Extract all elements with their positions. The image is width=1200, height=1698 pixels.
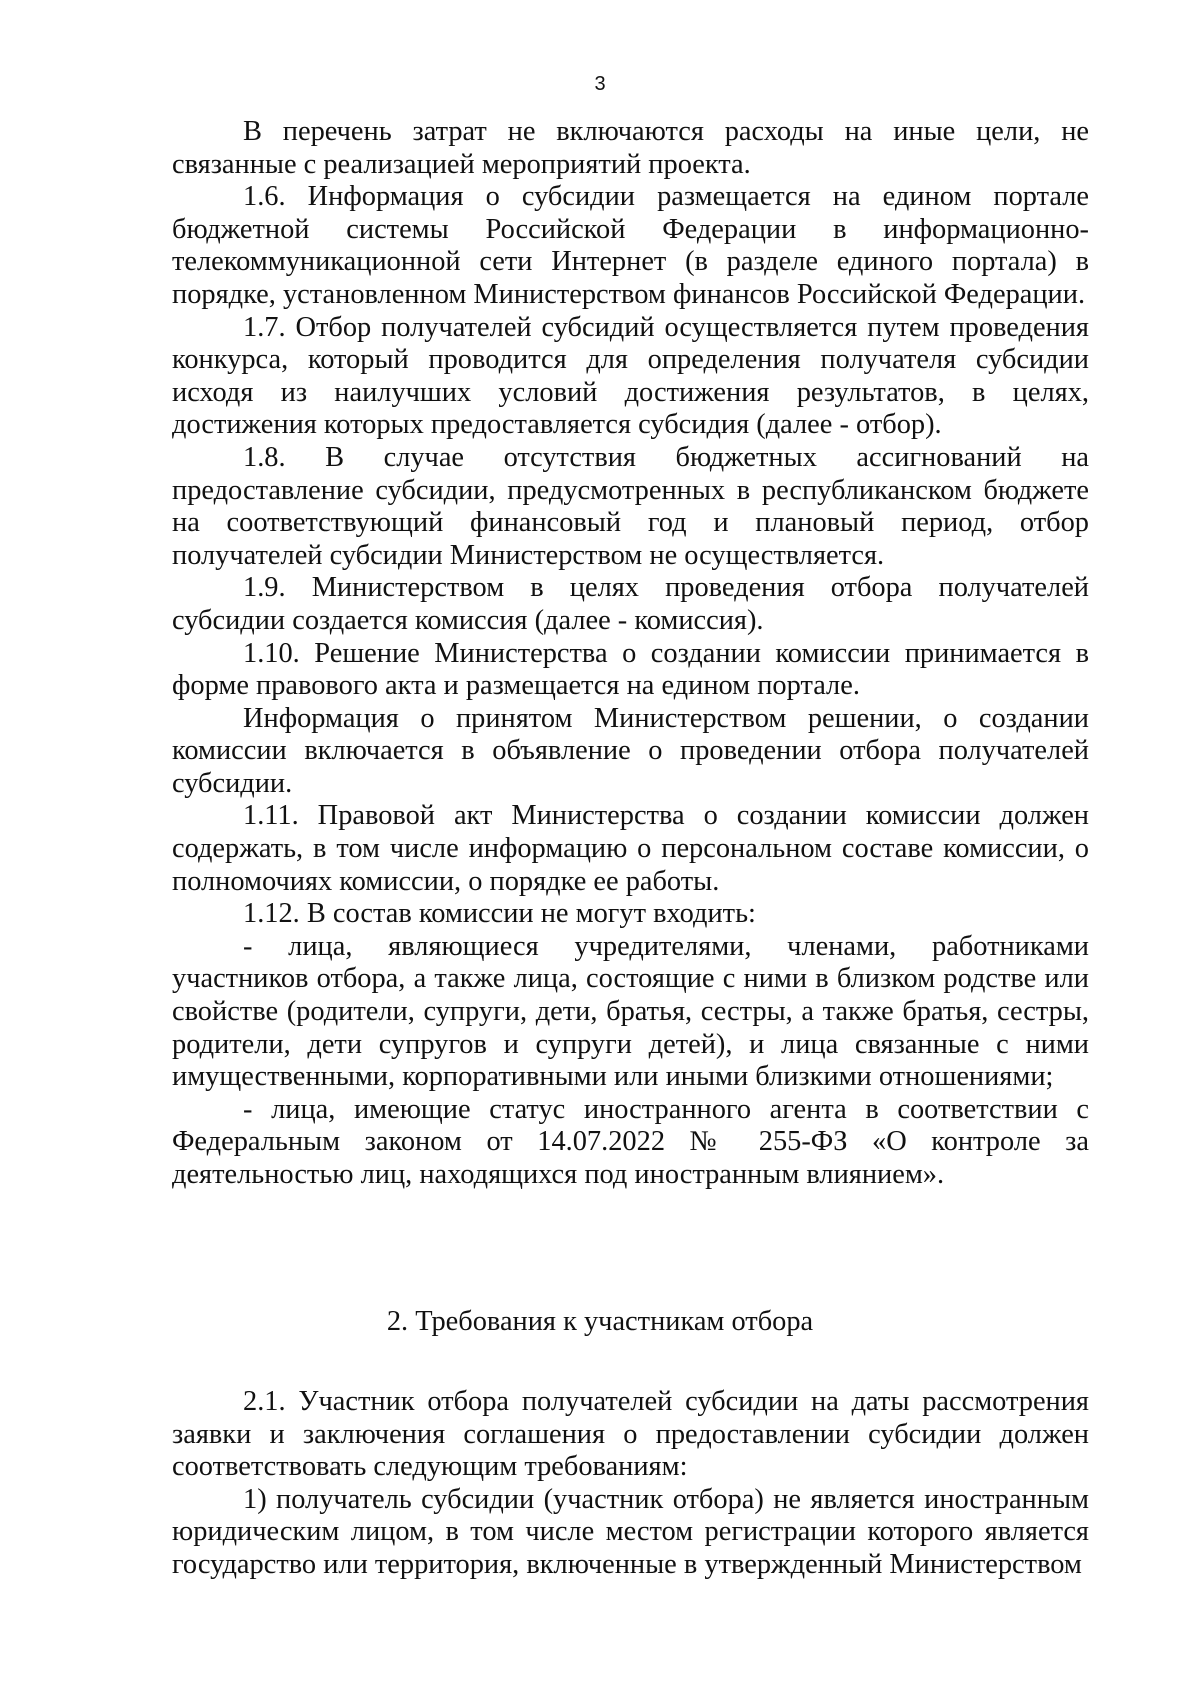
paragraph-1-7: 1.7. Отбор получателей субсидий осуществляется путем проведения конкурса, который проводится для определения получателя субсидии исходя из наилучших условий достижения результатов, в целях, достижения которых предоставляется субсидия (далее - отбор). — [172, 311, 1089, 441]
paragraph-1-11: 1.11. Правовой акт Министерства о создании комиссии должен содержать, в том числе информацию о персональном составе комиссии, о полномочиях комиссии, о порядке ее работы. — [172, 800, 1089, 897]
paragraph-expense-exclusion: В перечень затрат не включаются расходы на иные цели, не связанные с реализацией мероприятий проекта. — [172, 116, 1089, 180]
paragraph-commission-info: Информация о принятом Министерством решении, о создании комиссии включается в объявление о проведении отбора получателей субсидии. — [172, 702, 1089, 799]
list-item-related-persons: - лица, являющиеся учредителями, членами, работниками участников отбора, а также лица, состоящие с ними в близком родстве или свойстве (родители, супруги, дети, братья, сестры, а также братья, сестры, родители, дети супругов и супруги детей), и лица связанные с ними имущественными, корпоративными или иными близкими отношениями; — [172, 930, 1089, 1093]
document-body — [172, 116, 1089, 1192]
list-item-foreign-agents: - лица, имеющие статус иностранного агента в соответствии с Федеральным законом от 14.07.2022 № 255-ФЗ «О контроле за деятельностью лиц, находящихся под иностранным влиянием». — [172, 1093, 1089, 1190]
paragraph-1-9: 1.9. Министерством в целях проведения отбора получателей субсидии создается комиссия (далее - комиссия). — [172, 572, 1089, 636]
section-2-title: 2. Требования к участникам отбора — [386, 1306, 814, 1337]
list-item-requirement-1: 1) получатель субсидии (участник отбора) не является иностранным юридическим лицом, в том числе местом регистрации которого является государство или территория, включенные в утвержденный Министерством — [172, 1483, 1089, 1580]
page-number: 3 — [594, 73, 606, 95]
section-2-body — [172, 1386, 1089, 1582]
paragraph-2-1: 2.1. Участник отбора получателей субсидии на даты рассмотрения заявки и заключения соглашения о предоставлении субсидии должен соответствовать следующим требованиям: — [172, 1386, 1089, 1483]
paragraph-1-6: 1.6. Информация о субсидии размещается на едином портале бюджетной системы Российской Федерации в информационно-телекоммуникационной сети Интернет (в разделе единого портала) в порядке, установленном Министерством финансов Российской Федерации. — [172, 181, 1089, 310]
paragraph-1-12: 1.12. В состав комиссии не могут входить: — [243, 898, 756, 930]
paragraph-1-8: 1.8. В случае отсутствия бюджетных ассигнований на предоставление субсидии, предусмотренных в республиканском бюджете на соответствующий финансовый год и плановый период, отбор получателей субсидии Министерством не осуществляется. — [172, 441, 1089, 571]
paragraph-1-10: 1.10. Решение Министерства о создании комиссии принимается в форме правового акта и размещается на едином портале. — [172, 637, 1089, 702]
